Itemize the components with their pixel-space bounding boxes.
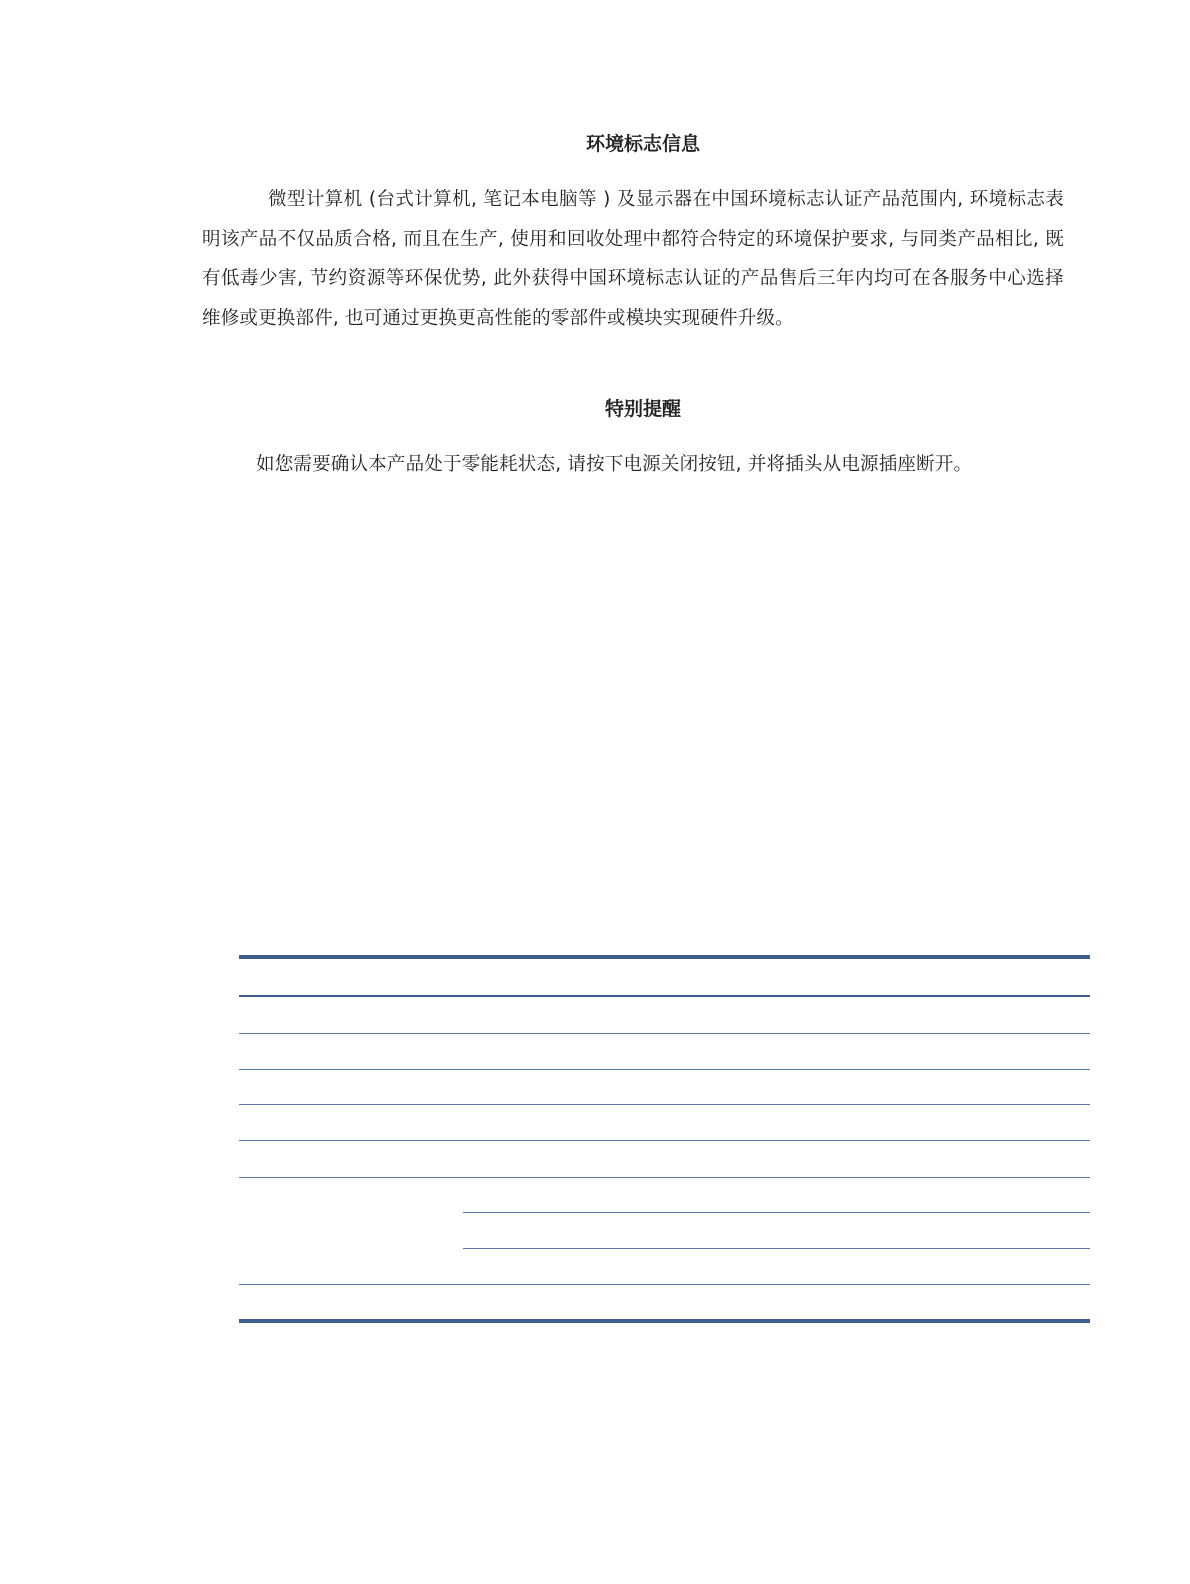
table-row-rule [239, 1104, 1090, 1105]
table-row-rule [239, 1284, 1090, 1285]
table-row-rule [239, 1140, 1090, 1141]
section-title-special-reminder: 特别提醒 [604, 398, 681, 420]
environment-label-paragraph: 微型计算机 (台式计算机, 笔记本电脑等 ) 及显示器在中国环境标志认证产品范围内, 环境标志表明该产品不仅品质合格, 而且在生产, 使用和回收处理中都符合特定的环境保护要求, 与同类产品相比, 既有低毒少害, 节约资源等环保优势, 此外获得中国环境标志认证的产品售后三年内均可在各服务中心选择维修或更换部件, 也可通过更换更高性能的零部件或模块实现硬件升级。 [202, 189, 1064, 329]
table-subrow-rule [463, 1248, 1090, 1249]
empty-table [239, 955, 1090, 1325]
table-row-rule [239, 1033, 1090, 1034]
table-bottom-rule [239, 1319, 1090, 1323]
table-top-rule [239, 955, 1090, 959]
table-row-rule [239, 1177, 1090, 1178]
table-row-rule [239, 1069, 1090, 1070]
table-subrow-rule [463, 1212, 1090, 1213]
section-title-environment-label: 环境标志信息 [585, 133, 700, 155]
special-reminder-paragraph: 如您需要确认本产品处于零能耗状态, 请按下电源关闭按钮, 并将插头从电源插座断开。 [256, 454, 973, 475]
table-header-rule [239, 995, 1090, 997]
